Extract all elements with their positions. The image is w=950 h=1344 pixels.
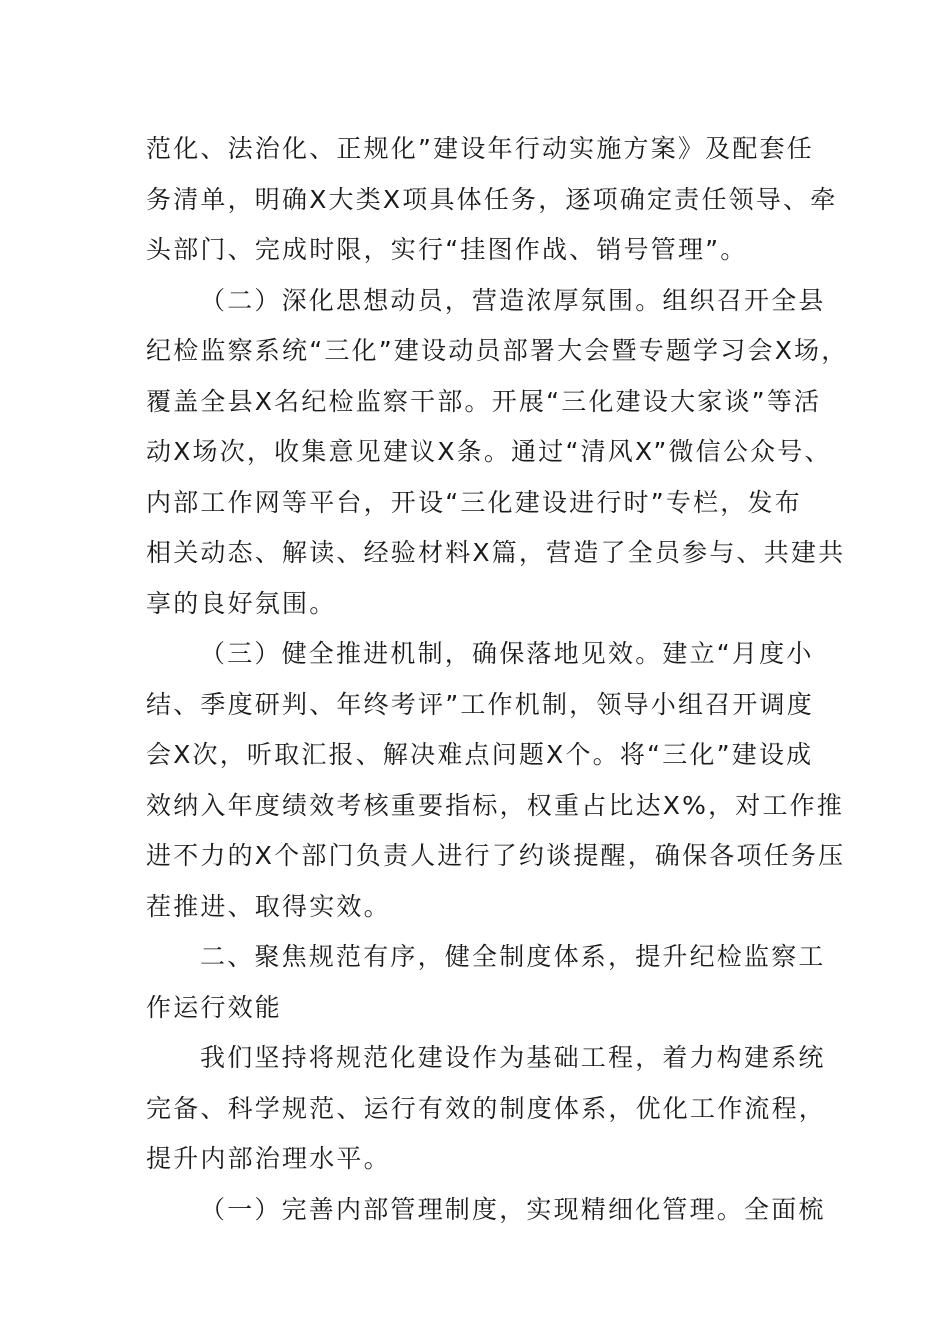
text-line: 相关动态、解读、经验材料X篇，营造了全员参与、共建共 (146, 538, 846, 567)
document-body (146, 124, 849, 1235)
text-line: 享的良好氛围。 (146, 588, 337, 618)
paragraph-start-line: （三）健全推进机制，确保落地见效。建立“月度小 (200, 639, 814, 668)
text-line: 纪检监察系统“三化”建设动员部署大会暨专题学习会X场， (146, 336, 849, 365)
text-line: 会X次，听取汇报、解决难点问题X个。将“三化”建设成 (146, 740, 814, 769)
text-line: 覆盖全县X名纪检监察干部。开展“三化建设大家谈”等活 (146, 386, 822, 416)
text-line: 效纳入年度绩效考核重要指标，权重占比达X%，对工作推 (146, 790, 845, 820)
section-heading-line: 二、聚焦规范有序，健全制度体系，提升纪检监察工 (200, 942, 826, 971)
text-line: 提升内部治理水平。 (146, 1144, 391, 1173)
text-line: 务清单，明确X大类X项具体任务，逐项确定责任领导、牵 (146, 184, 838, 214)
paragraph-start-line: （一）完善内部管理制度，实现精细化管理。全面梳 (200, 1194, 826, 1224)
section-heading-line: 作运行效能 (146, 992, 283, 1022)
text-line: 进不力的X个部门负责人进行了约谈提醒，确保各项任务压 (146, 841, 846, 870)
paragraph-start-line: （二）深化思想动员，营造浓厚氛围。组织召开全县 (200, 285, 826, 315)
text-line: 结、季度研判、年终考评”工作机制，领导小组召开调度 (146, 689, 814, 719)
paragraph-start-line: 我们坚持将规范化建设作为基础工程，着力构建系统 (200, 1043, 826, 1072)
text-line: 内部工作网等平台，开设“三化建设进行时”专栏，发布 (146, 487, 802, 517)
text-line: 范化、法治化、正规化”建设年行动实施方案》及配套任 (146, 134, 814, 163)
text-line: 头部门、完成时限，实行“挂图作战、销号管理”。 (146, 235, 748, 264)
text-line: 茬推进、取得实效。 (146, 891, 391, 921)
text-line: 完备、科学规范、运行有效的制度体系，优化工作流程， (146, 1093, 827, 1123)
text-line: 动X场次，收集意见建议X条。通过“清风X”微信公众号、 (146, 437, 832, 466)
